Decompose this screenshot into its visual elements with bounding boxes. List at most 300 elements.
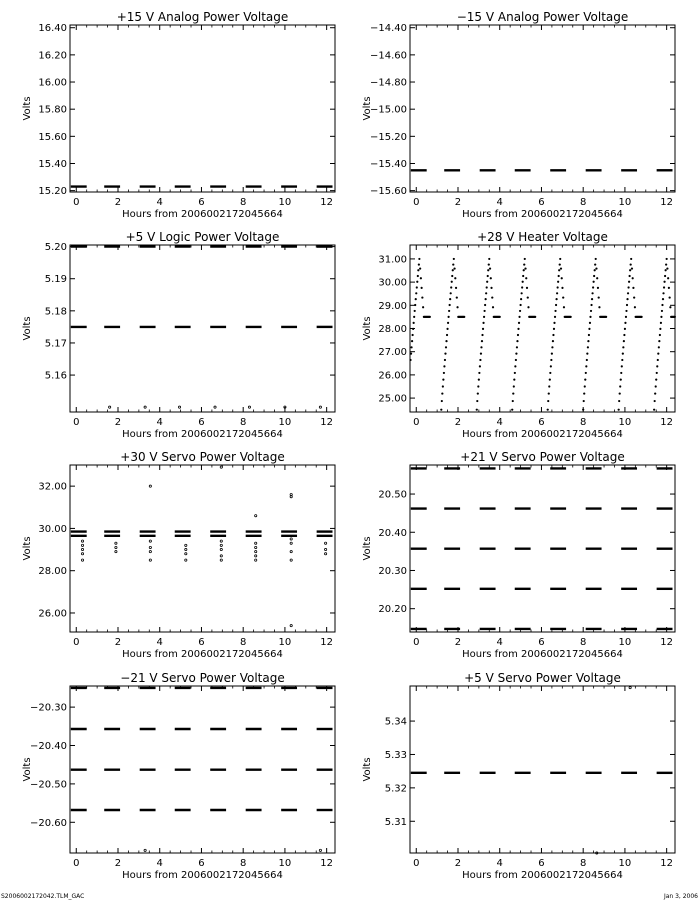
- y-tick-label: 32.00: [38, 481, 67, 493]
- data-point: [665, 263, 667, 265]
- data-point: [527, 306, 529, 308]
- data-point: [521, 292, 523, 294]
- data-point: [668, 287, 670, 289]
- data-point: [627, 292, 629, 294]
- x-tick-label: 8: [240, 417, 247, 428]
- data-point: [441, 392, 443, 394]
- panel-1: [22, 10, 335, 220]
- y-tick-label: 5.17: [44, 338, 67, 350]
- y-tick-label: 28.00: [38, 566, 67, 578]
- data-point: [409, 359, 411, 361]
- data-point: [663, 281, 665, 283]
- data-point: [655, 379, 657, 381]
- x-tick-label: 8: [580, 197, 587, 208]
- data-point: [519, 310, 521, 312]
- x-tick-label: 12: [660, 417, 674, 428]
- panel-5: [22, 450, 335, 660]
- chart-title: +5 V Servo Power Voltage: [464, 671, 621, 685]
- panel-4: [362, 230, 676, 440]
- data-point: [674, 316, 676, 318]
- x-tick-label: 10: [278, 637, 292, 648]
- y-tick-label: 27.00: [378, 347, 407, 359]
- data-point: [463, 316, 465, 318]
- x-tick-label: 10: [278, 417, 292, 428]
- data-point: [480, 346, 482, 348]
- data-point: [623, 334, 625, 336]
- data-point: [442, 379, 444, 381]
- data-point: [526, 287, 528, 289]
- data-point: [653, 409, 655, 411]
- y-tick-label: 5.34: [384, 716, 407, 728]
- y-tick-label: 20.50: [378, 489, 407, 501]
- y-tick-label: 16.00: [38, 77, 67, 89]
- data-point: [290, 625, 292, 627]
- data-point: [586, 359, 588, 361]
- data-point: [621, 359, 623, 361]
- chart-title: +5 V Logic Power Voltage: [125, 230, 280, 244]
- x-axis-label: Hours from 2006002172045664: [462, 870, 623, 881]
- data-point: [605, 316, 607, 318]
- y-axis-label: Volts: [362, 316, 373, 341]
- data-point: [518, 316, 520, 318]
- panel-7: [22, 671, 335, 881]
- y-axis-label: Volts: [22, 536, 33, 561]
- data-point: [622, 352, 624, 354]
- data-point: [587, 346, 589, 348]
- data-point: [477, 385, 479, 387]
- y-tick-label: −20.50: [29, 779, 67, 791]
- data-point: [594, 263, 596, 265]
- data-point: [655, 385, 657, 387]
- data-point: [486, 281, 488, 283]
- data-point: [590, 304, 592, 306]
- data-point: [583, 392, 585, 394]
- y-tick-label: 5.32: [384, 783, 407, 795]
- data-point: [593, 275, 595, 277]
- y-axis-label: Volts: [22, 757, 33, 782]
- x-tick-label: 6: [538, 858, 545, 869]
- data-point: [658, 340, 660, 342]
- data-point: [483, 310, 485, 312]
- data-point: [490, 277, 492, 279]
- data-point: [413, 316, 415, 318]
- data-point: [625, 316, 627, 318]
- y-tick-label: 5.31: [384, 816, 407, 828]
- data-point: [453, 258, 455, 260]
- data-point: [595, 267, 597, 269]
- y-axis-label: Volts: [362, 757, 373, 782]
- x-axis-label: Hours from 2006002172045664: [122, 209, 283, 220]
- y-tick-label: 30.00: [378, 277, 407, 289]
- data-point: [185, 544, 187, 546]
- data-point: [656, 372, 658, 374]
- x-axis-label: Hours from 2006002172045664: [122, 429, 283, 440]
- x-tick-label: 8: [580, 637, 587, 648]
- data-point: [632, 287, 634, 289]
- y-tick-label: 5.19: [44, 274, 67, 286]
- data-point: [634, 306, 636, 308]
- data-point: [633, 296, 635, 298]
- y-tick-label: 26.00: [378, 370, 407, 382]
- data-point: [590, 310, 592, 312]
- data-point: [456, 296, 458, 298]
- data-point: [624, 322, 626, 324]
- data-point: [666, 267, 668, 269]
- data-point: [593, 281, 595, 283]
- x-tick-label: 10: [618, 417, 632, 428]
- data-point: [499, 316, 501, 318]
- data-point: [450, 292, 452, 294]
- data-point: [485, 298, 487, 300]
- data-point: [452, 263, 454, 265]
- data-point: [523, 263, 525, 265]
- data-point: [596, 277, 598, 279]
- data-point: [109, 406, 111, 408]
- data-point: [620, 379, 622, 381]
- data-point: [584, 379, 586, 381]
- data-point: [489, 267, 491, 269]
- chart-title: +28 V Heater Voltage: [477, 230, 608, 244]
- data-point: [451, 275, 453, 277]
- data-layer: [71, 688, 333, 851]
- y-tick-label: 26.00: [38, 608, 67, 620]
- data-point: [559, 258, 561, 260]
- x-tick-label: 4: [156, 637, 163, 648]
- data-point: [519, 304, 521, 306]
- data-point: [625, 310, 627, 312]
- data-point: [554, 316, 556, 318]
- data-point: [621, 365, 623, 367]
- y-tick-label: 28.00: [378, 324, 407, 335]
- data-point: [589, 322, 591, 324]
- data-point: [586, 352, 588, 354]
- data-point: [661, 310, 663, 312]
- data-point: [421, 287, 423, 289]
- data-point: [220, 559, 222, 561]
- data-point: [513, 385, 515, 387]
- data-point: [484, 304, 486, 306]
- data-point: [290, 551, 292, 553]
- data-point: [622, 346, 624, 348]
- data-point: [667, 277, 669, 279]
- data-point: [290, 496, 292, 498]
- x-tick-label: 12: [660, 637, 674, 648]
- data-point: [410, 346, 412, 348]
- data-point: [619, 385, 621, 387]
- data-point: [666, 258, 668, 260]
- y-tick-label: 15.20: [38, 186, 67, 198]
- data-point: [661, 304, 663, 306]
- panel-6: [362, 450, 675, 660]
- y-tick-label: 20.20: [378, 604, 407, 616]
- footer-date: Jan 3, 2006: [663, 893, 698, 900]
- data-point: [554, 310, 556, 312]
- data-point: [482, 328, 484, 330]
- data-point: [659, 328, 661, 330]
- data-point: [220, 555, 222, 557]
- data-point: [319, 849, 321, 851]
- data-point: [658, 346, 660, 348]
- footer-filename: S2006002172042.TLM_GAC: [1, 893, 85, 900]
- data-point: [414, 310, 416, 312]
- y-tick-label: 15.80: [38, 104, 67, 116]
- plot-frame: [410, 245, 675, 412]
- data-point: [632, 277, 634, 279]
- data-point: [516, 346, 518, 348]
- data-point: [492, 306, 494, 308]
- data-point: [514, 365, 516, 367]
- data-point: [558, 275, 560, 277]
- data-point: [548, 392, 550, 394]
- data-point: [558, 269, 560, 271]
- data-point: [290, 542, 292, 544]
- data-layer: [411, 468, 673, 629]
- data-point: [149, 540, 151, 542]
- x-tick-label: 2: [114, 417, 122, 428]
- x-tick-label: 8: [240, 637, 247, 648]
- data-point: [517, 328, 519, 330]
- data-point: [491, 296, 493, 298]
- data-point: [144, 406, 146, 408]
- x-tick-label: 0: [73, 637, 80, 648]
- data-point: [587, 340, 589, 342]
- data-point: [524, 258, 526, 260]
- data-point: [115, 542, 117, 544]
- data-point: [480, 352, 482, 354]
- data-point: [550, 365, 552, 367]
- data-point: [631, 267, 633, 269]
- y-tick-label: 16.20: [38, 50, 67, 62]
- plot-frame: [70, 465, 335, 632]
- data-point: [584, 385, 586, 387]
- y-tick-label: 30.00: [38, 523, 67, 535]
- data-point: [592, 286, 594, 288]
- data-point: [487, 269, 489, 271]
- y-tick-label: −20.40: [29, 741, 67, 753]
- plot-frame: [70, 245, 335, 412]
- x-tick-label: 2: [454, 858, 462, 869]
- data-point: [448, 310, 450, 312]
- data-point: [657, 359, 659, 361]
- x-tick-label: 2: [114, 858, 122, 869]
- data-point: [521, 286, 523, 288]
- data-point: [594, 269, 596, 271]
- data-point: [557, 281, 559, 283]
- y-tick-label: 5.20: [44, 242, 67, 254]
- data-point: [657, 352, 659, 354]
- data-point: [450, 286, 452, 288]
- data-point: [220, 540, 222, 542]
- data-point: [255, 551, 257, 553]
- data-point: [445, 340, 447, 342]
- data-point: [663, 286, 665, 288]
- x-tick-label: 10: [618, 858, 632, 869]
- x-tick-label: 10: [618, 197, 632, 208]
- data-point: [421, 296, 423, 298]
- data-point: [149, 551, 151, 553]
- data-point: [476, 400, 478, 402]
- data-point: [440, 409, 442, 411]
- y-tick-label: 5.16: [44, 370, 67, 382]
- data-point: [422, 306, 424, 308]
- data-point: [559, 263, 561, 265]
- data-point: [81, 548, 83, 550]
- data-point: [442, 385, 444, 387]
- data-point: [413, 322, 415, 324]
- y-tick-label: 5.18: [44, 306, 67, 318]
- data-point: [553, 328, 555, 330]
- data-point: [115, 546, 117, 548]
- data-point: [452, 269, 454, 271]
- x-tick-label: 6: [538, 417, 545, 428]
- data-point: [448, 316, 450, 318]
- x-tick-label: 6: [538, 197, 545, 208]
- x-tick-label: 10: [618, 637, 632, 648]
- data-point: [552, 334, 554, 336]
- data-point: [81, 559, 83, 561]
- chart-title: +21 V Servo Power Voltage: [460, 450, 625, 464]
- data-point: [598, 296, 600, 298]
- data-point: [220, 544, 222, 546]
- y-tick-label: −14.60: [369, 50, 407, 62]
- y-tick-label: −15.20: [369, 131, 407, 143]
- data-point: [447, 322, 449, 324]
- data-point: [626, 298, 628, 300]
- data-point: [454, 277, 456, 279]
- x-tick-label: 4: [496, 417, 503, 428]
- x-tick-label: 4: [496, 858, 503, 869]
- data-point: [476, 409, 478, 411]
- y-tick-label: −14.40: [369, 23, 407, 35]
- plot-frame: [410, 25, 675, 192]
- y-tick-label: 25.00: [378, 393, 407, 405]
- y-axis-label: Volts: [22, 96, 33, 121]
- data-point: [620, 372, 622, 374]
- data-point: [514, 372, 516, 374]
- data-point: [255, 542, 257, 544]
- data-point: [488, 263, 490, 265]
- x-tick-label: 2: [454, 197, 462, 208]
- data-point: [479, 359, 481, 361]
- data-point: [547, 409, 549, 411]
- data-point: [81, 553, 83, 555]
- data-point: [416, 281, 418, 283]
- data-point: [588, 328, 590, 330]
- x-tick-label: 6: [198, 637, 205, 648]
- y-tick-label: 20.40: [378, 527, 407, 539]
- x-tick-label: 10: [278, 197, 292, 208]
- data-point: [589, 316, 591, 318]
- data-point: [214, 406, 216, 408]
- x-tick-label: 6: [198, 417, 205, 428]
- data-point: [582, 409, 584, 411]
- y-tick-label: −15.40: [369, 158, 407, 170]
- data-point: [81, 540, 83, 542]
- data-point: [220, 466, 222, 468]
- plot-frame: [410, 686, 675, 853]
- data-point: [255, 546, 257, 548]
- data-point: [591, 292, 593, 294]
- y-axis-label: Volts: [362, 536, 373, 561]
- data-point: [524, 267, 526, 269]
- data-point: [656, 365, 658, 367]
- x-axis-label: Hours from 2006002172045664: [122, 649, 283, 660]
- data-point: [561, 277, 563, 279]
- x-tick-label: 12: [320, 197, 334, 208]
- data-point: [415, 292, 417, 294]
- x-tick-label: 6: [198, 858, 205, 869]
- data-point: [290, 559, 292, 561]
- data-layer: [411, 687, 673, 855]
- data-point: [487, 275, 489, 277]
- x-axis-label: Hours from 2006002172045664: [462, 209, 623, 220]
- data-point: [549, 379, 551, 381]
- x-tick-label: 4: [496, 637, 503, 648]
- data-point: [552, 340, 554, 342]
- data-point: [628, 281, 630, 283]
- data-point: [660, 322, 662, 324]
- data-point: [417, 269, 419, 271]
- data-point: [515, 352, 517, 354]
- x-tick-label: 12: [320, 637, 334, 648]
- data-point: [626, 304, 628, 306]
- data-point: [525, 277, 527, 279]
- data-point: [598, 306, 600, 308]
- data-point: [446, 328, 448, 330]
- x-tick-label: 4: [156, 417, 163, 428]
- y-tick-label: 29.00: [378, 300, 407, 312]
- data-point: [445, 346, 447, 348]
- x-tick-label: 10: [278, 858, 292, 869]
- data-point: [562, 296, 564, 298]
- data-point: [527, 296, 529, 298]
- data-point: [627, 286, 629, 288]
- data-point: [522, 281, 524, 283]
- x-tick-label: 6: [198, 197, 205, 208]
- data-point: [481, 334, 483, 336]
- data-point: [178, 406, 180, 408]
- data-point: [624, 328, 626, 330]
- data-point: [290, 538, 292, 540]
- x-tick-label: 6: [538, 637, 545, 648]
- data-point: [490, 287, 492, 289]
- y-tick-label: −15.00: [369, 104, 407, 116]
- data-point: [513, 379, 515, 381]
- data-point: [220, 548, 222, 550]
- data-point: [560, 267, 562, 269]
- x-tick-label: 2: [454, 637, 462, 648]
- plot-frame: [70, 25, 335, 192]
- data-point: [629, 269, 631, 271]
- data-point: [520, 298, 522, 300]
- data-point: [512, 400, 514, 402]
- data-point: [488, 258, 490, 260]
- chart-title: +30 V Servo Power Voltage: [120, 450, 285, 464]
- x-tick-label: 0: [73, 197, 80, 208]
- x-tick-label: 8: [240, 197, 247, 208]
- data-point: [443, 372, 445, 374]
- data-point: [441, 400, 443, 402]
- data-point: [660, 316, 662, 318]
- x-tick-label: 0: [413, 197, 420, 208]
- data-point: [81, 544, 83, 546]
- data-point: [418, 263, 420, 265]
- y-tick-label: −20.60: [29, 817, 67, 829]
- data-point: [669, 306, 671, 308]
- data-point: [669, 296, 671, 298]
- y-tick-label: 5.33: [384, 749, 407, 761]
- chart-title: −15 V Analog Power Voltage: [456, 10, 629, 24]
